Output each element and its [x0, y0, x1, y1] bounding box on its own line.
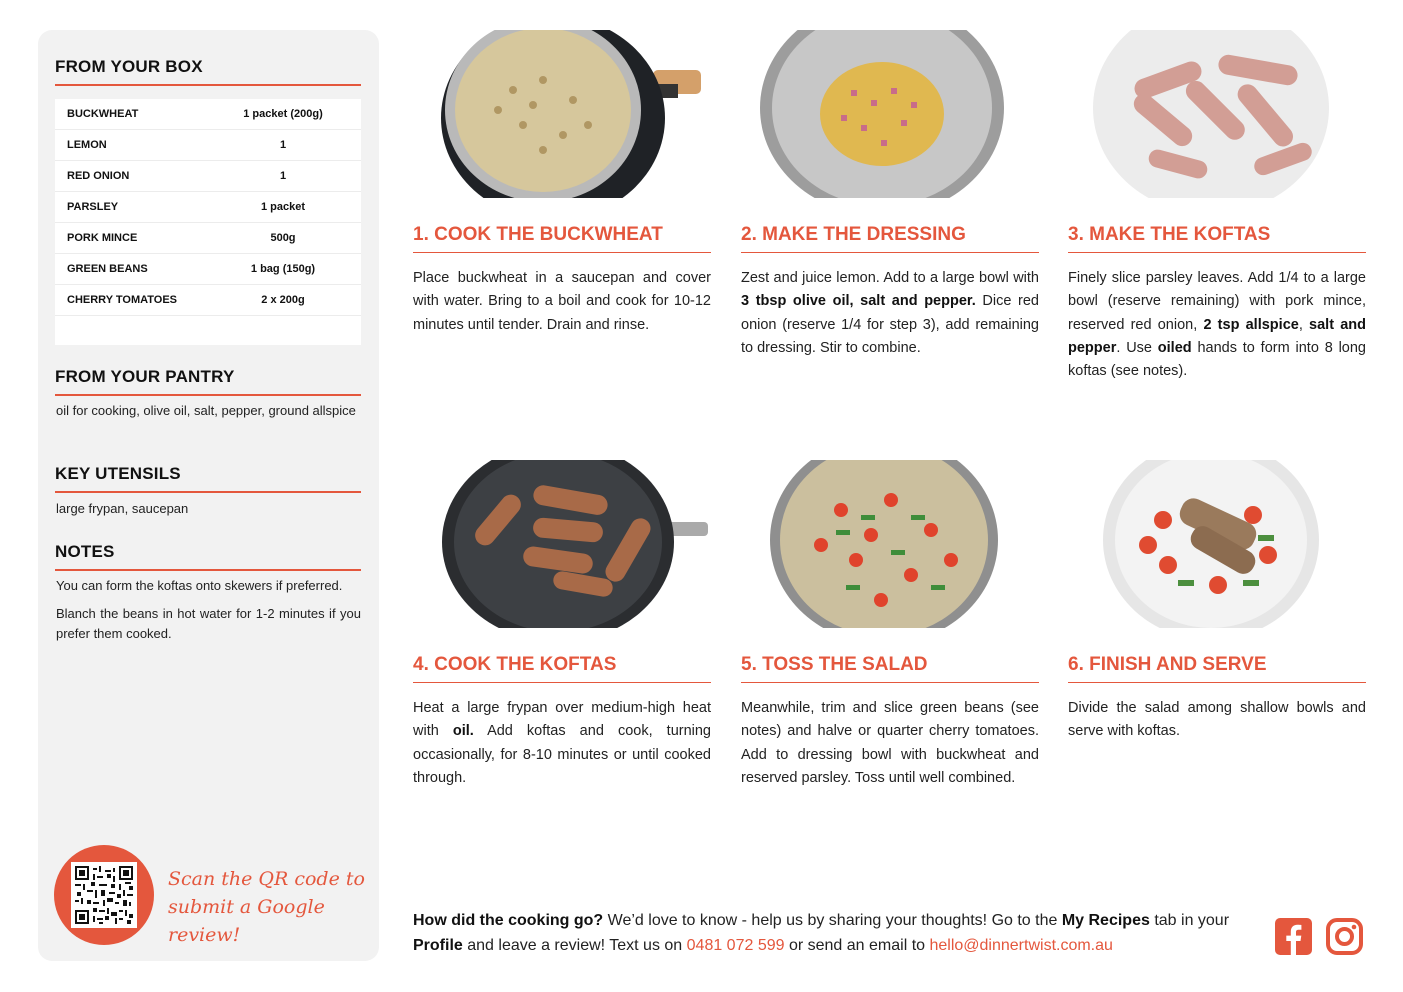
ingredient-name: PARSLEY	[67, 201, 119, 213]
text-segment: Add koftas and cook, turning occasionally, for 8-10 minutes or until cooked through.	[413, 723, 711, 786]
koftas-frypan-photo	[413, 460, 711, 628]
step-4-title: 4. COOK THE KOFTAS	[413, 654, 711, 683]
qr-code-icon	[75, 866, 133, 924]
instagram-icon[interactable]	[1326, 918, 1363, 955]
ingredient-quantity: 1	[279, 139, 287, 151]
text-segment: Dice red onion (reserve 1/4 for step 3), add remaining to dressing. Stir to combine.	[741, 293, 1039, 356]
ingredient-quantity: 500g	[270, 232, 296, 244]
ingredient-row	[55, 130, 361, 161]
step-4-body	[413, 697, 711, 790]
facebook-icon[interactable]	[1275, 918, 1312, 955]
ingredient-quantity: 1 packet (200g)	[243, 108, 323, 120]
text-segment: 2 tsp allspice	[1203, 316, 1299, 333]
text-segment: . Use	[1116, 339, 1158, 356]
ingredient-row	[55, 254, 361, 285]
step-1-body	[413, 267, 711, 337]
ingredient-quantity: 1	[279, 170, 287, 182]
dressing-photo	[741, 30, 1039, 198]
note-2: Blanch the beans in hot water for 1-2 minutes if you prefer them cooked.	[56, 606, 361, 641]
text-segment: 3 tbsp olive oil, salt and pepper.	[741, 293, 976, 310]
ingredient-name: CHERRY TOMATOES	[67, 294, 178, 306]
step-2-title: 2. MAKE THE DRESSING	[741, 224, 1039, 253]
step-6-title: 6. FINISH AND SERVE	[1068, 654, 1366, 683]
ingredient-name: PORK MINCE	[67, 232, 138, 244]
step-2-body	[741, 267, 1039, 360]
ingredient-row	[55, 161, 361, 192]
text-segment: ,	[1298, 316, 1310, 333]
note-1: You can form the koftas onto skewers if preferred.	[56, 578, 343, 593]
ingredient-quantity: 1 bag (150g)	[250, 263, 316, 275]
text-segment: Profile	[413, 937, 463, 954]
qr-review-block	[54, 845, 374, 945]
key-utensils-heading: KEY UTENSILS	[55, 464, 361, 493]
text-segment: We’d love to know - help us by sharing your thoughts! Go to the	[603, 912, 1062, 929]
raw-koftas-photo	[1068, 30, 1366, 198]
qr-badge	[54, 845, 154, 945]
text-segment: How did the cooking go?	[413, 912, 604, 929]
step-3-body	[1068, 267, 1366, 383]
ingredient-name: RED ONION	[67, 170, 130, 182]
plated-photo	[1068, 460, 1366, 628]
ingredient-name: BUCKWHEAT	[67, 108, 139, 120]
contact-link[interactable]: 0481 072 599	[686, 937, 785, 954]
step-1-title: 1. COOK THE BUCKWHEAT	[413, 224, 711, 253]
text-segment: Finely slice parsley leaves. Add 1/4 to a large bowl (reserve remaining) with pork mince, reserved red onion,	[1068, 270, 1366, 333]
qr-code[interactable]	[71, 862, 137, 928]
from-your-pantry-heading: FROM YOUR PANTRY	[55, 367, 361, 396]
buckwheat-photo	[413, 30, 711, 198]
text-segment: Zest and juice lemon. Add to a large bowl with	[741, 270, 1039, 286]
utensils-items: large frypan, saucepan	[56, 501, 189, 516]
text-segment: oiled	[1157, 339, 1192, 356]
ingredient-row	[55, 192, 361, 223]
text-segment: oil.	[452, 723, 474, 740]
box-ingredients-table	[55, 99, 361, 345]
step-6-body	[1068, 697, 1366, 744]
from-your-box-heading: FROM YOUR BOX	[55, 57, 361, 86]
ingredient-name: GREEN BEANS	[67, 263, 148, 275]
text-segment: or send an email to	[784, 937, 930, 954]
ingredient-row	[55, 99, 361, 130]
ingredient-row	[55, 223, 361, 254]
ingredient-row	[55, 285, 361, 316]
step-5-title: 5. TOSS THE SALAD	[741, 654, 1039, 683]
step-5-body	[741, 697, 1039, 790]
notes-heading: NOTES	[55, 542, 361, 571]
text-segment: and leave a review! Text us on	[462, 937, 687, 954]
pantry-items: oil for cooking, olive oil, salt, pepper, ground allspice	[56, 403, 356, 418]
step-3-title: 3. MAKE THE KOFTAS	[1068, 224, 1366, 253]
ingredient-name: LEMON	[67, 139, 107, 151]
feedback-footer	[413, 908, 1263, 958]
contact-link[interactable]: hello@dinnertwist.com.au	[929, 937, 1113, 954]
text-segment: Meanwhile, trim and slice green beans (see notes) and halve or quarter cherry tomatoes. Add to dressing bowl with buckwheat and reserved parsley. Toss until well combined.	[741, 700, 1039, 786]
text-segment: hands to form into 8 long koftas (see notes).	[1068, 339, 1366, 380]
text-segment: Place buckwheat in a saucepan and cover with water. Bring to a boil and cook for 10-12 minutes until tender. Drain and rinse.	[413, 270, 711, 333]
text-segment: My Recipes	[1061, 912, 1150, 929]
salad-photo	[741, 460, 1039, 628]
ingredient-quantity: 1 packet	[260, 201, 306, 213]
qr-caption	[168, 865, 368, 949]
text-segment: salt and pepper	[1068, 316, 1366, 356]
qr-caption-line-2: submit a Google review!	[168, 896, 325, 946]
text-segment: Heat a large frypan over medium-high heat with	[413, 700, 711, 740]
text-segment: Divide the salad among shallow bowls and serve with koftas.	[1068, 700, 1366, 740]
ingredient-quantity: 2 x 200g	[261, 294, 305, 306]
text-segment: tab in your	[1149, 912, 1230, 929]
ingredients-sidebar	[38, 30, 379, 961]
qr-caption-line-1: Scan the QR code to	[168, 868, 365, 890]
